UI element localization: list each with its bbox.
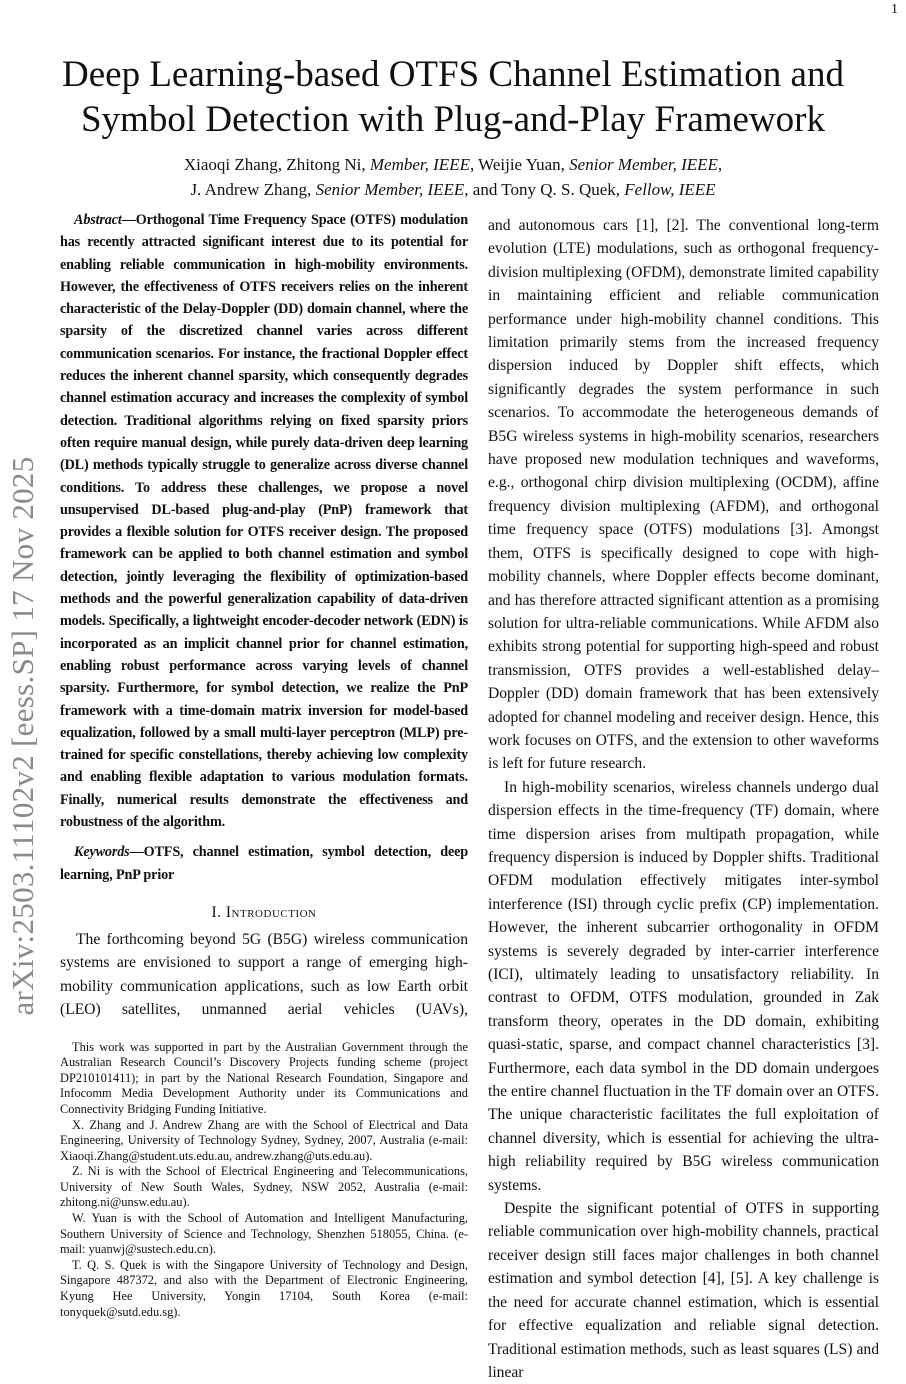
footnotes <box>60 1040 468 1321</box>
arxiv-stamp[interactable]: arXiv:2503.11102v2 [eess.SP] 17 Nov 2025 <box>5 456 40 1016</box>
author-names: Xiaoqi Zhang, Zhitong Ni, <box>183 155 370 174</box>
abstract-text: —Orthogonal Time Frequency Space (OTFS) modulation has recently attracted significant interest due to its potential for enabling reliable communication in high-mobility environments. However, the effectiveness of OTFS receivers relies on the inherent characteristic of the Delay-Doppler (DD) domain channel, where the sparsity of the discretized channel varies across different communication scenarios. For instance, the fractional Doppler effect reduces the inherent channel sparsity, which consequently degrades channel estimation accuracy and increases the complexity of symbol detection. Traditional algorithms relying on fixed sparsity priors often require manual design, while purely data-driven deep learning (DL) methods typically struggle to generalize across diverse channel conditions. To address these challenges, we propose a novel unsupervised DL-based plug-and-play (PnP) framework that provides a flexible solution for OTFS receiver design. The proposed framework can be applied to both channel estimation and symbol detection, jointly leveraging the flexibility of optimization-based methods and the powerful generalization capability of data-driven models. Specifically, a lightweight encoder-decoder network (EDN) is incorporated as an implicit channel prior for channel estimation, enabling robust performance across varying levels of channel sparsity. Furthermore, for symbol detection, we realize the PnP framework with a time-domain matrix inversion for model-based equalization, followed by a small multi-layer perceptron (MLP) pre-trained for specific constellations, thereby achieving low complexity and enabling flexible adaptation to various modulation formats. Finally, numerical results demonstrate the effectiveness and robustness of the algorithm. <box>60 212 468 831</box>
author-role: Member, IEEE <box>369 155 470 174</box>
body-paragraph: and autonomous cars [1], [2]. The conventional long-term evolution (LTE) modulations, such as orthogonal frequency-division multiplexing (OFDM), demonstrate limited capability in maintaining efficient and reliable communication performance under high-mobility channel conditions. This limitation primarily stems from the increased frequency dispersion induced by Doppler shift effects, which significantly degrades the system performance in such scenarios. To accommodate the heterogeneous demands of B5G wireless systems in high-mobility scenarios, researchers have proposed new modulation techniques and waveforms, e.g., orthogonal chirp division multiplexing (OCDM), affine frequency division multiplexing (AFDM), and orthogonal time frequency space (OTFS) modulations [3]. Amongst them, OTFS is specifically designed to cope with high-mobility channels, where Doppler effects become dominant, and has therefore attracted significant attention as a promising solution for ultra-reliable communications. While AFDM also exhibits strong potential for supporting high-speed and robust transmission, OTFS provides a well-established delay–Doppler (DD) domain framework that has been extensively adopted for channel modeling and receiver design. Hence, this work focuses on OTFS, and the extension to other waveforms is left for future research. <box>488 217 879 773</box>
author-role: Senior Member, IEEE <box>315 180 465 199</box>
body-paragraph: In high-mobility scenarios, wireless channels undergo dual dispersion effects in the time-frequency (TF) domain, where time dispersion arises from multipath propagation, while frequency dispersion is induced by Doppler shifts. Traditional OFDM modulation effectively mitigates inter-symbol interference (ISI) through cyclic prefix (CP) implementation. However, the inherent subcarrier orthogonality in OFDM systems is severely degraded by inter-carrier interference (ICI), ultimately leading to unsatisfactory reliability. In contrast to OFDM, OTFS modulation, grounded in Zak transform theory, operates in the DD domain, exhibiting quasi-static, sparse, and compact channel characteristics [3]. Furthermore, each data symbol in the DD domain undergoes the entire channel fluctuation in the TF domain over an OTFS. The unique characteristic facilitates the full exploitation of channel diversity, which is essential for achieving the ultra-high reliability required by B5G wireless communication systems. <box>488 778 879 1194</box>
footnote-affiliation: X. Zhang and J. Andrew Zhang are with the School of Electrical and Data Engineering, University of Technology Sydney, Sydney, 2007, Australia (e-mail: Xiaoqi.Zhang@student.uts.edu.au, andrew.zhang@uts.edu.au). <box>60 1117 468 1163</box>
footnote-funding: This work was supported in part by the Australian Government through the Australian Research Council’s Discovery Projects funding scheme (project DP210101411); in part by the National Research Foundation, Singapore and Infocomm Media Development Authority under its Communications and Connectivity Bridging Funding Initiative. <box>60 1039 468 1116</box>
keywords-text: —OTFS, channel estimation, symbol detection, deep learning, PnP prior <box>60 844 468 883</box>
author-line-2 <box>0 177 906 202</box>
left-column <box>60 209 468 1320</box>
title-line-2: Symbol Detection with Plug-and-Play Framework <box>80 99 825 140</box>
intro-paragraph: The forthcoming beyond 5G (B5G) wireless communication systems are envisioned to support a range of emerging high-mobility communication applications, such as low Earth orbit (LEO) satellites, unmanned aerial vehicles (UAVs), <box>60 930 468 1019</box>
abstract-label: Abstract <box>74 212 122 228</box>
footnote-affiliation: T. Q. S. Quek is with the Singapore University of Technology and Design, Singapore 487372, and also with the Department of Electronic Engineering, Kyung Hee University, Yongin 17104, South Korea (e-mail: tonyquek@sutd.edu.sg). <box>60 1257 468 1319</box>
keywords <box>60 841 468 886</box>
author-names: , and Tony Q. S. Quek, <box>464 180 625 199</box>
author-role: Senior Member, IEEE <box>569 155 718 174</box>
keywords-label: Keywords <box>74 844 130 861</box>
footnote-affiliation: W. Yuan is with the School of Automation and Intelligent Manufacturing, Southern University of Science and Technology, Shenzhen 518055, China. (e-mail: yuanwj@sustech.edu.cn). <box>60 1211 468 1257</box>
title-line-1: Deep Learning-based OTFS Channel Estimation and <box>62 54 844 95</box>
author-list <box>0 152 906 202</box>
abstract <box>60 209 468 833</box>
author-names: J. Andrew Zhang, <box>190 180 316 199</box>
page-number: 1 <box>891 2 898 17</box>
author-sep: , <box>717 155 723 174</box>
paper-title <box>0 52 906 142</box>
right-column <box>488 214 879 1384</box>
section-heading: I. Introduction <box>211 903 317 921</box>
author-names: , Weijie Yuan, <box>469 155 570 174</box>
author-line-1 <box>0 152 906 177</box>
author-role: Fellow, IEEE <box>624 180 716 199</box>
body-paragraph: Despite the significant potential of OTFS in supporting reliable communication over high-mobility channels, practical receiver design still faces major challenges in both channel estimation and symbol detection [4], [5]. A key challenge is the need for accurate channel estimation, which is essential for effective equalization and reliable signal detection. Traditional estimation methods, such as least squares (LS) and linear <box>488 1200 879 1381</box>
footnote-affiliation: Z. Ni is with the School of Electrical Engineering and Telecommunications, University of New South Wales, Sydney, NSW 2052, Australia (e-mail: zhitong.ni@unsw.edu.au). <box>60 1164 468 1210</box>
